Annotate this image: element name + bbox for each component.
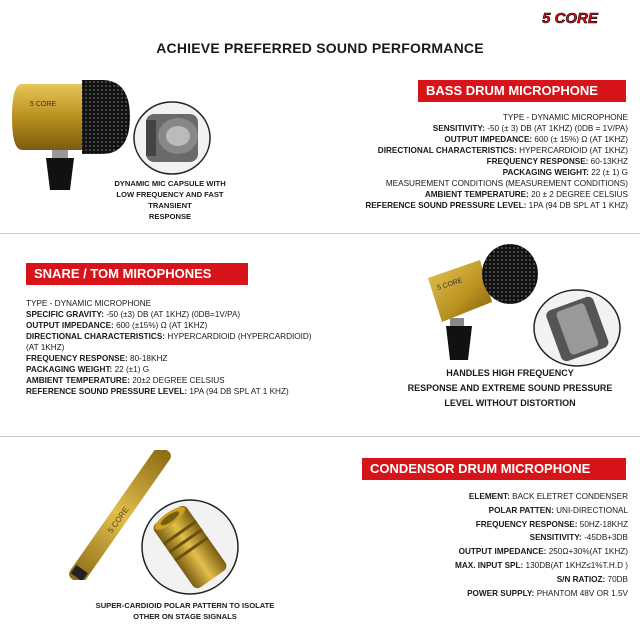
- snare-specs: [26, 298, 356, 397]
- spec-label: S/N RATIOZ:: [556, 574, 606, 584]
- svg-text:5 CORE: 5 CORE: [106, 505, 131, 535]
- spec-label: SENSITIVITY:: [529, 533, 582, 543]
- spec-row: [26, 309, 356, 320]
- spec-label: OUTPUT IMPEDANCE:: [458, 547, 547, 557]
- section-divider: [0, 233, 640, 234]
- spec-value: 50HZ-18KHZ: [579, 519, 628, 529]
- bass-caption: [95, 178, 245, 222]
- spec-value: 600 (± 15%) Ω (AT 1KHZ): [534, 135, 628, 144]
- spec-value: -50 (± 3) DB (AT 1KHZ) (0DB = 1V/PA): [487, 124, 628, 133]
- svg-text:5 CORE: 5 CORE: [30, 101, 57, 108]
- spec-label: FREQUENCY RESPONSE:: [26, 354, 128, 363]
- spec-label: AMBIENT TEMPERATURE:: [424, 190, 529, 199]
- spec-value: 70DB: [607, 574, 628, 584]
- spec-row: [330, 518, 628, 532]
- spec-value: 20 ± 2 DEGREE CELSIUS: [531, 190, 628, 199]
- spec-row: [330, 200, 628, 211]
- spec-value: HYPERCARDIOID (AT 1KHZ): [519, 146, 628, 155]
- spec-row: [26, 353, 356, 364]
- spec-label: DIRECTIONAL CHARACTERISTICS:: [377, 146, 517, 155]
- spec-row: [26, 298, 356, 309]
- spec-row: [26, 320, 356, 331]
- snare-heading: SNARE / TOM MIROPHONES: [26, 263, 248, 285]
- spec-value: (AT 1KHZ): [26, 343, 65, 352]
- spec-row: [330, 123, 628, 134]
- spec-value: TYPE - DYNAMIC MICROPHONE: [502, 113, 628, 122]
- spec-label: POLAR PATTEN:: [488, 505, 554, 515]
- spec-value: 60-13KHZ: [590, 157, 628, 166]
- logo-text: 5 CORE: [542, 10, 598, 27]
- spec-label: FREQUENCY RESPONSE:: [486, 157, 589, 166]
- spec-row: [330, 156, 628, 167]
- spec-label: POWER SUPPLY:: [467, 588, 535, 598]
- spec-label: AMBIENT TEMPERATURE:: [26, 376, 131, 385]
- spec-value: 1PA (94 DB SPL AT 1 KHZ): [189, 387, 289, 396]
- svg-text:5 CORE: 5 CORE: [436, 277, 464, 292]
- spec-label: MAX. INPUT SPL:: [455, 560, 524, 570]
- brand-logo: [535, 8, 605, 28]
- snare-caption-line: LEVEL WITHOUT DISTORTION: [444, 398, 576, 408]
- bass-caption-line: DYNAMIC MIC CAPSULE WITH: [114, 179, 226, 188]
- spec-row: [26, 386, 356, 397]
- spec-row: [26, 331, 356, 342]
- spec-row: [330, 559, 628, 573]
- spec-row: [330, 587, 628, 601]
- spec-value: HYPERCARDIOID (HYPERCARDIOID): [167, 332, 312, 341]
- spec-value: 130DB(AT 1KHZ≤1%T.H.D ): [525, 560, 628, 570]
- spec-value: TYPE - DYNAMIC MICROPHONE: [26, 299, 152, 308]
- spec-row: [330, 178, 628, 189]
- spec-label: PACKAGING WEIGHT:: [26, 365, 113, 374]
- spec-row: [330, 112, 628, 123]
- spec-row: [330, 531, 628, 545]
- spec-row: [330, 145, 628, 156]
- spec-label: ELEMENT:: [468, 492, 510, 501]
- snare-caption: [395, 366, 625, 411]
- condenser-caption-line: OTHER ON STAGE SIGNALS: [133, 612, 237, 621]
- spec-label: OUTPUT IMPEDANCE:: [444, 135, 533, 144]
- condenser-caption-line: SUPER-CARDIOID POLAR PATTERN TO ISOLATE: [95, 601, 275, 610]
- spec-row: [26, 364, 356, 375]
- spec-row: [330, 490, 628, 504]
- spec-value: 600 (±15%) Ω (AT 1KHZ): [116, 321, 208, 330]
- spec-row: [330, 504, 628, 518]
- condenser-specs: [330, 490, 628, 600]
- spec-row: [330, 545, 628, 559]
- spec-row: [330, 189, 628, 200]
- condenser-capsule-closeup-illustration: [140, 498, 240, 601]
- bass-caption-line: LOW FREQUENCY AND FAST TRANSIENT: [116, 190, 224, 210]
- spec-value: 20±2 DEGREE CELSIUS: [132, 376, 225, 385]
- snare-caption-line: RESPONSE AND EXTREME SOUND PRESSURE: [407, 383, 613, 393]
- spec-label: REFERENCE SOUND PRESSURE LEVEL:: [26, 387, 188, 396]
- spec-label: OUTPUT IMPEDANCE:: [26, 321, 114, 330]
- spec-label: SPECIFIC GRAVITY:: [26, 310, 104, 319]
- bass-capsule-closeup-illustration: [132, 100, 212, 181]
- spec-value: MEASUREMENT CONDITIONS (MEASUREMENT CONDITIONS): [385, 179, 628, 188]
- condenser-heading: CONDENSOR DRUM MICROPHONE: [362, 458, 626, 480]
- spec-label: PACKAGING WEIGHT:: [502, 168, 589, 177]
- spec-label: SENSITIVITY:: [432, 124, 485, 133]
- bass-specs: [330, 112, 628, 211]
- spec-value: 1PA (94 DB SPL AT 1 KHZ): [528, 201, 628, 210]
- spec-value: -45DB+3DB: [584, 533, 628, 543]
- snare-capsule-closeup-illustration: [532, 288, 622, 373]
- spec-value: PHANTOM 48V OR 1.5V: [536, 588, 628, 598]
- snare-mic-illustration: [420, 238, 545, 368]
- spec-value: 250Ω+30%(AT 1KHZ): [548, 547, 628, 557]
- spec-value: 80-18KHZ: [130, 354, 168, 363]
- snare-caption-line: HANDLES HIGH FREQUENCY: [446, 368, 574, 378]
- condenser-caption: [80, 600, 290, 622]
- bass-caption-line: RESPONSE: [148, 212, 192, 221]
- spec-label: DIRECTIONAL CHARACTERISTICS:: [26, 332, 166, 341]
- page-title: ACHIEVE PREFERRED SOUND PERFORMANCE: [156, 40, 484, 56]
- bass-heading: BASS DRUM MICROPHONE: [418, 80, 626, 102]
- spec-row: [330, 167, 628, 178]
- spec-value: 22 (± 1) G: [591, 168, 628, 177]
- spec-value: -50 (±3) DB (AT 1KHZ) (0DB=1V/PA): [106, 310, 241, 319]
- section-divider: [0, 436, 640, 437]
- spec-value: BACK ELETRET CONDENSER: [512, 492, 628, 501]
- spec-row: [26, 375, 356, 386]
- spec-row: [26, 342, 356, 353]
- spec-value: 22 (±1) G: [114, 365, 150, 374]
- spec-row: [330, 134, 628, 145]
- spec-label: REFERENCE SOUND PRESSURE LEVEL:: [365, 201, 527, 210]
- spec-row: [330, 573, 628, 587]
- spec-label: FREQUENCY RESPONSE:: [475, 519, 578, 529]
- spec-value: UNI-DIRECTIONAL: [556, 505, 628, 515]
